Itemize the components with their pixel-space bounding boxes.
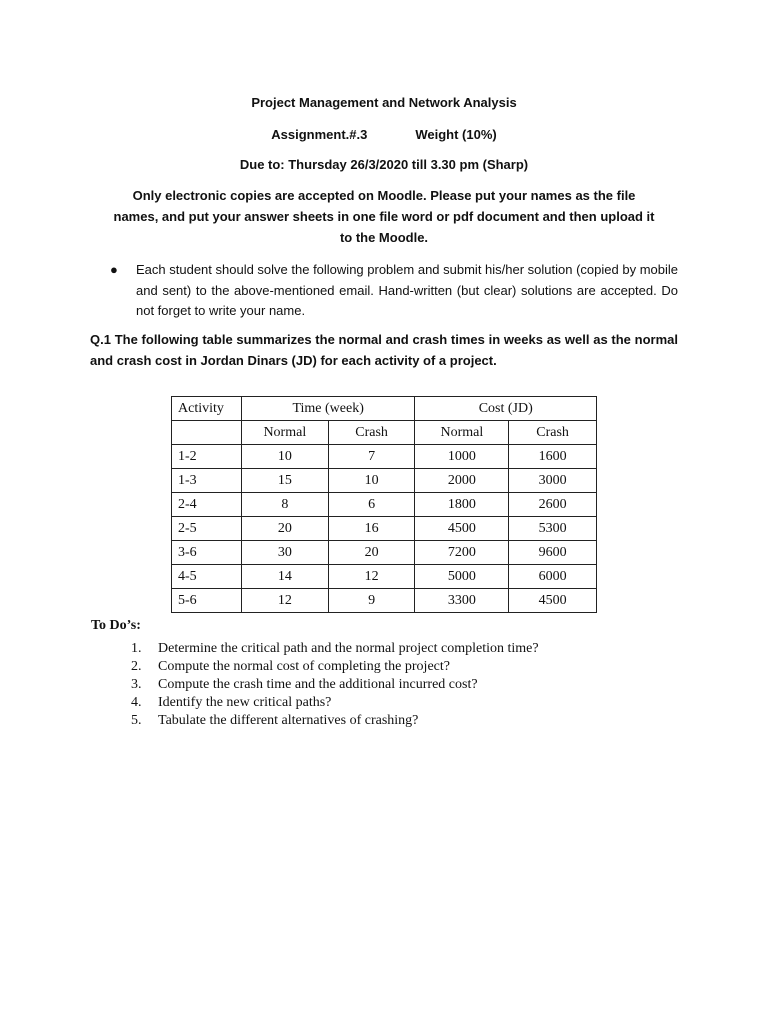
cost-normal-cell: 4500 <box>415 517 509 541</box>
list-number: 4. <box>131 695 142 710</box>
due-date: Due to: Thursday 26/3/2020 till 3.30 pm (Sharp) <box>239 157 529 172</box>
list-item <box>131 658 539 676</box>
time-crash-cell: 9 <box>328 589 415 613</box>
list-number: 5. <box>131 713 142 728</box>
cost-crash-cell: 2600 <box>509 493 597 517</box>
list-number: 1. <box>131 641 142 656</box>
cost-normal-cell: 2000 <box>415 469 509 493</box>
time-crash-cell: 16 <box>328 517 415 541</box>
cost-crash-cell: 1600 <box>509 445 597 469</box>
cost-crash-cell: 5300 <box>509 517 597 541</box>
time-normal-cell: 10 <box>241 445 328 469</box>
list-text: Identify the new critical paths? <box>158 695 332 710</box>
time-normal-cell: 12 <box>241 589 328 613</box>
header-empty <box>172 421 242 445</box>
assignment-weight: Weight (10%) <box>415 127 497 142</box>
list-text: Determine the critical path and the normal project completion time? <box>158 641 539 656</box>
cost-normal-cell: 3300 <box>415 589 509 613</box>
header-cost-crash: Crash <box>509 421 597 445</box>
header-activity: Activity <box>172 397 242 421</box>
list-item <box>131 640 539 658</box>
cost-normal-cell: 1000 <box>415 445 509 469</box>
document-title: Project Management and Network Analysis <box>251 95 517 110</box>
question-text: Q.1 The following table summarizes the normal and crash times in weeks as well as the normal and crash cost in Jordan Dinars (JD) for each activity of a project. <box>90 332 678 368</box>
assignment-number: Assignment.#.3 <box>271 127 368 142</box>
header-time-crash: Crash <box>328 421 415 445</box>
cost-normal-cell: 7200 <box>415 541 509 565</box>
list-item <box>131 676 539 694</box>
table-row <box>172 541 597 565</box>
table-row <box>172 517 597 541</box>
time-crash-cell: 12 <box>328 565 415 589</box>
activity-cell: 2-5 <box>172 517 242 541</box>
assignment-line <box>0 127 768 142</box>
list-number: 2. <box>131 659 142 674</box>
list-item <box>131 694 539 712</box>
todo-list <box>131 640 539 730</box>
table-subheader-row <box>172 421 597 445</box>
time-normal-cell: 20 <box>241 517 328 541</box>
bullet-dot-icon: ● <box>110 262 118 277</box>
time-normal-cell: 14 <box>241 565 328 589</box>
time-normal-cell: 15 <box>241 469 328 493</box>
table-row <box>172 445 597 469</box>
activity-cell: 4-5 <box>172 565 242 589</box>
time-crash-cell: 20 <box>328 541 415 565</box>
time-crash-cell: 6 <box>328 493 415 517</box>
bullet-text: Each student should solve the following problem and submit his/her solution (copied by mobile and sent) to the above-mentioned email. Hand-written (but clear) solutions are accepted. Do not forget to write your name. <box>136 262 678 318</box>
activity-cell: 2-4 <box>172 493 242 517</box>
cost-normal-cell: 5000 <box>415 565 509 589</box>
table-row <box>172 565 597 589</box>
activity-cell: 5-6 <box>172 589 242 613</box>
header-cost-normal: Normal <box>415 421 509 445</box>
activity-cell: 1-3 <box>172 469 242 493</box>
cost-crash-cell: 9600 <box>509 541 597 565</box>
time-normal-cell: 30 <box>241 541 328 565</box>
header-time-normal: Normal <box>241 421 328 445</box>
activity-table <box>171 396 597 613</box>
table-row <box>172 589 597 613</box>
header-time: Time (week) <box>241 397 415 421</box>
time-normal-cell: 8 <box>241 493 328 517</box>
cost-normal-cell: 1800 <box>415 493 509 517</box>
header-cost: Cost (JD) <box>415 397 597 421</box>
time-crash-cell: 10 <box>328 469 415 493</box>
submission-notice: Only electronic copies are accepted on Moodle. Please put your names as the file names, and put your answer sheets in one file word or pdf document and then upload it to the Moodle. <box>113 188 655 245</box>
todo-heading: To Do’s: <box>91 618 141 633</box>
list-text: Tabulate the different alternatives of crashing? <box>158 713 419 728</box>
table-header-row <box>172 397 597 421</box>
cost-crash-cell: 6000 <box>509 565 597 589</box>
cost-crash-cell: 4500 <box>509 589 597 613</box>
table-row <box>172 469 597 493</box>
activity-cell: 1-2 <box>172 445 242 469</box>
activity-cell: 3-6 <box>172 541 242 565</box>
list-number: 3. <box>131 677 142 692</box>
list-text: Compute the normal cost of completing the project? <box>158 659 450 674</box>
table-row <box>172 493 597 517</box>
cost-crash-cell: 3000 <box>509 469 597 493</box>
list-item <box>131 712 539 730</box>
list-text: Compute the crash time and the additional incurred cost? <box>158 677 478 692</box>
time-crash-cell: 7 <box>328 445 415 469</box>
